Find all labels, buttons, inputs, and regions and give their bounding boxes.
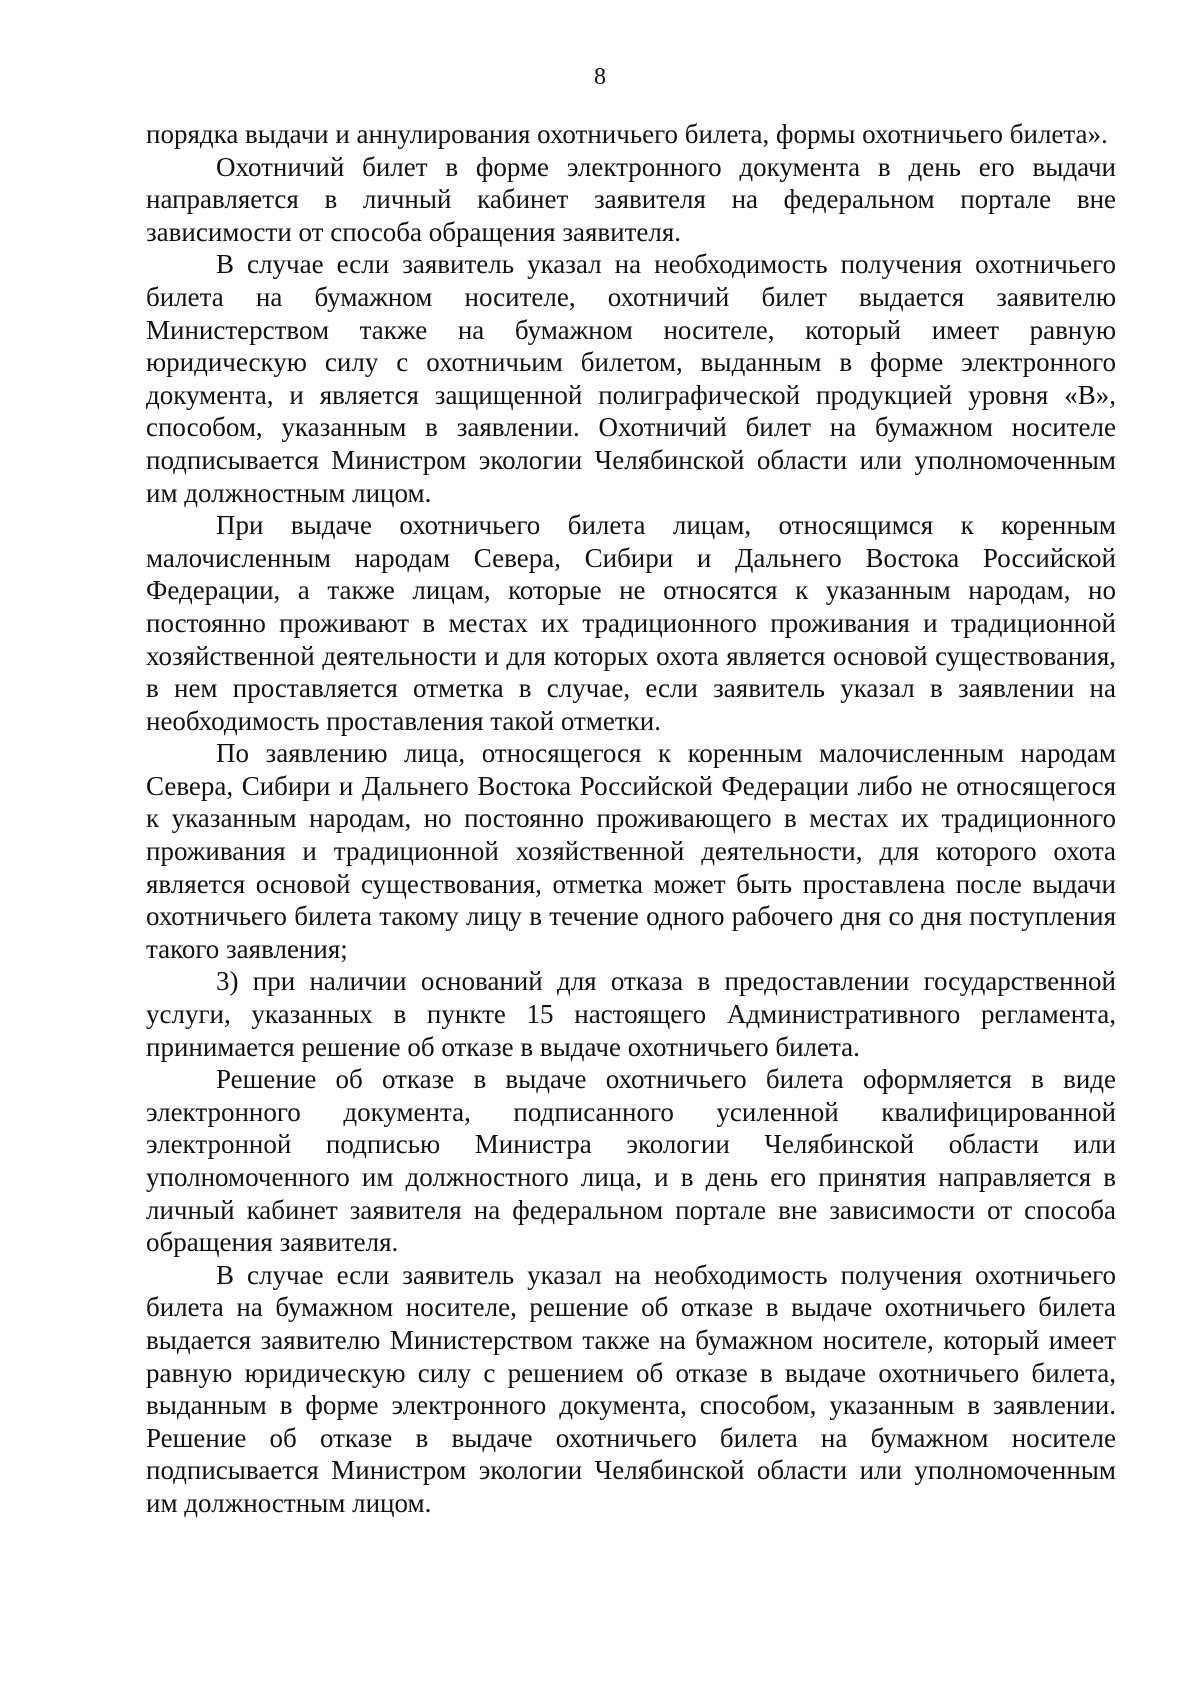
document-body [146, 118, 1116, 1520]
paragraph-item-3-refusal: 3) при наличии оснований для отказа в предоставлении государственной услуги, указанных в пункте 15 настоящего Административного регламента, принимается решение об отказе в выдаче охотничьего билета. [146, 966, 1116, 1062]
page-number: 8 [594, 64, 606, 90]
paragraph-mark-by-application: По заявлению лица, относящегося к коренным малочисленным народам Севера, Сибири и Дальнего Востока Российской Федерации либо не относящегося к указанным народам, но постоянно проживающего в местах их традиционного проживания и традиционной хозяйственной деятельности, для которого охота является основой существования, отметка может быть проставлена после выдачи охотничьего билета такому лицу в течение одного рабочего дня со дня поступления такого заявления; [146, 738, 1116, 964]
paragraph-refusal-paper: В случае если заявитель указал на необходимость получения охотничьего билета на бумажном носителе, решение об отказе в выдаче охотничьего билета выдается заявителю Министерством также на бумажном носителе, который имеет равную юридическую силу с решением об отказе в выдаче охотничьего билета, выданным в форме электронного документа, способом, указанным в заявлении. Решение об отказе в выдаче охотничьего билета на бумажном носителе подписывается Министром экологии Челябинской области или уполномоченным им должностным лицом. [146, 1259, 1116, 1518]
paragraph-refusal-electronic: Решение об отказе в выдаче охотничьего билета оформляется в виде электронного документа, подписанного усиленной квалифицированной электронной подписью Министра экологии Челябинской области или уполномоченного им должностного лица, и в день его принятия направляется в личный кабинет заявителя на федеральном портале вне зависимости от способа обращения заявителя. [146, 1064, 1116, 1258]
paragraph-electronic-ticket: Охотничий билет в форме электронного документа в день его выдачи направляется в личный кабинет заявителя на федеральном портале вне зависимости от способа обращения заявителя. [146, 151, 1116, 247]
paragraph-paper-ticket: В случае если заявитель указал на необходимость получения охотничьего билета на бумажном носителе, охотничий билет выдается заявителю Министерством также на бумажном носителе, который имеет равную юридическую силу с охотничьим билетом, выданным в форме электронного документа, и является защищенной полиграфической продукцией уровня «В», способом, указанным в заявлении. Охотничий билет на бумажном носителе подписывается Министром экологии Челябинской области или уполномоченным им должностным лицом. [146, 249, 1116, 508]
paragraph-indigenous-mark: При выдаче охотничьего билета лицам, относящимся к коренным малочисленным народам Севера, Сибири и Дальнего Востока Российской Федерации, а также лицам, которые не относятся к указанным народам, но постоянно проживают в местах их традиционного проживания и традиционной хозяйственной деятельности и для которых охота является основой существования, в нем проставляется отметка в случае, если заявитель указал в заявлении на необходимость проставления такой отметки. [146, 510, 1116, 736]
paragraph-continuation: порядка выдачи и аннулирования охотничьего билета, формы охотничьего билета». [146, 119, 1108, 149]
